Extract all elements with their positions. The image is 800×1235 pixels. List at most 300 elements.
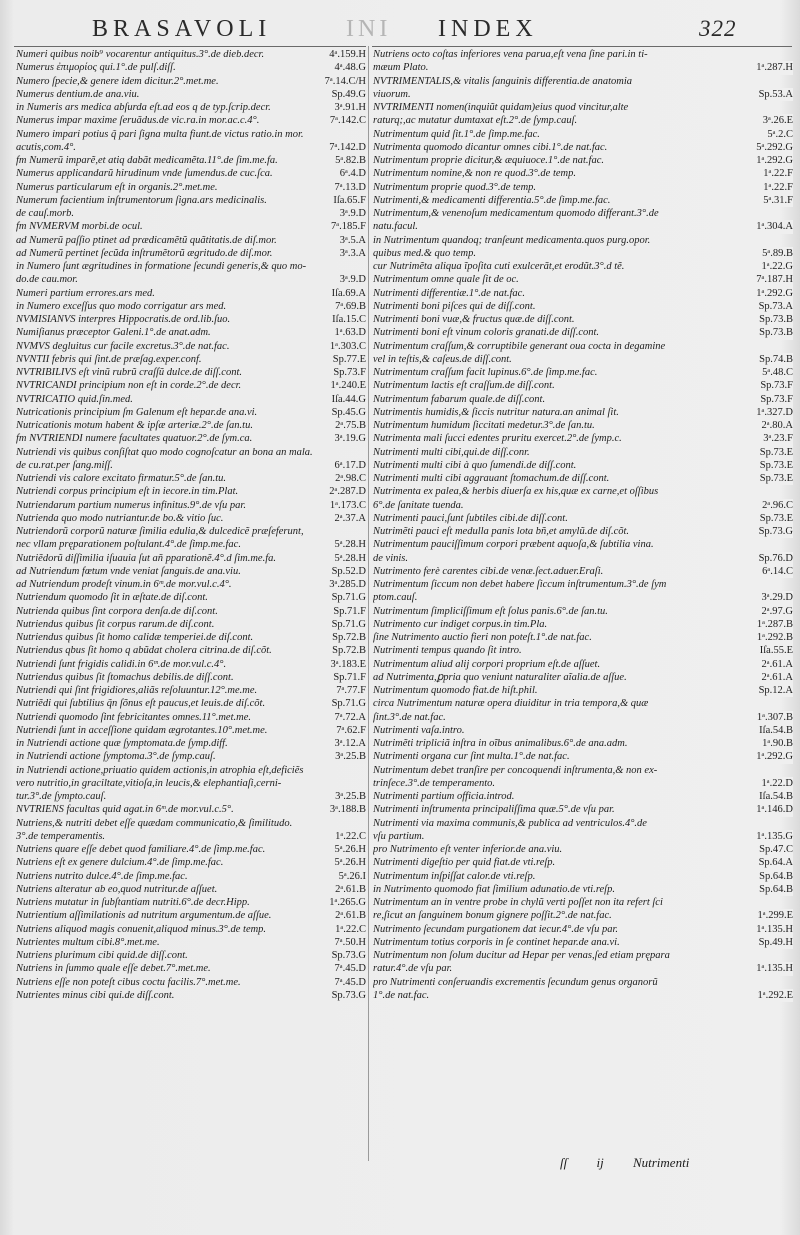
entry-reference: Sp.73.B [756, 313, 793, 326]
index-entry [373, 843, 793, 856]
entry-text: in Numeris ars medica abſurda eſt.ad eos q de typ.ſcrip.decr. [16, 102, 271, 113]
entry-text: Nutrimentum non ſolum ducitur ad Hepar per venas,ſed etiam pręparа [373, 950, 670, 961]
entry-text: Nutrimenti vaſa.intro. [373, 724, 465, 736]
entry-text: vſu partium. [373, 830, 425, 842]
entry-text: Nutricationis principium ſm Galenum eſt hepar.de ana.vi. [16, 406, 258, 418]
entry-text: Nutrimenti boni vuæ,& fructus quæ.de diſſ.cont. [373, 314, 575, 325]
index-entry [16, 459, 366, 472]
entry-text: Nutrimenti organa cur ſint multa.1°.de nat.fac. [373, 751, 570, 763]
entry-reference: 4ᵃ.48.G [332, 61, 366, 74]
entry-reference: 2ᵃ.61.A [759, 671, 793, 684]
index-entry [373, 764, 793, 777]
index-entry [16, 247, 366, 260]
index-entry [16, 393, 366, 406]
entry-text: Nutrimẽti pauci eſt medulla panis lota bñ,et amylũ.de diſ.cõt. [373, 526, 630, 537]
entry-text: Numiſianus præceptor Galeni.1°.de anat.adm. [16, 327, 211, 339]
entry-reference: 2ᵃ.80.A [759, 419, 793, 432]
index-entry [373, 446, 793, 459]
entry-text: Nutriẽdorũ diſſimilia iſuauia ſut añ pparationẽ.4°.d ſim.me.fa. [16, 552, 276, 564]
entry-text: in Nutrimentum quandoq; tranſeunt medicamenta.quos purg.opor. [373, 234, 651, 246]
entry-reference: Sp.71.G [329, 618, 366, 631]
index-entry [373, 909, 793, 922]
entry-text: Nutriens alteratur ab eo,quod nutritur.de aſſuet. [16, 883, 218, 895]
index-entry [373, 962, 793, 975]
entry-text: NVMISIANVS interpres Hippocratis.de ord.lib.ſuo. [16, 314, 231, 325]
entry-reference: 5ᵃ.292.G [753, 141, 793, 154]
entry-text: Nutrimenta ex palea,& herbis diuerſa ex his,quæ ex carne,et oſſibus [373, 486, 659, 498]
index-entry [16, 181, 366, 194]
entry-reference: 3ᵃ.26.E [760, 114, 793, 127]
index-entry [16, 711, 366, 724]
index-entry [16, 48, 366, 61]
entry-reference: 1ᵃ.22.C [332, 830, 366, 843]
index-entry [373, 578, 793, 591]
entry-text: NVTRIMENTI nomen(inquiũt quidam)eius quod vincitur,alte [373, 102, 629, 113]
entry-text: Nutrimentum debet tranſire per concoquendi inſtrumenta,& non ex- [373, 764, 658, 776]
entry-text: Nutrimentis humidis,& ſiccis nutritur natura.an animal ſit. [373, 406, 619, 418]
entry-text: circa Nutrimentum naturæ opera diuiditur in tria tempora,& quæ [373, 698, 649, 710]
entry-reference: Sp.73.E [757, 459, 793, 472]
index-entry [373, 75, 793, 88]
entry-text: ad Nutrimenta,ꝑpria quo veniunt naturaliter aĩalia.de aſſue. [373, 671, 627, 683]
index-entry [16, 512, 366, 525]
entry-reference: 6ᵃ.4.D [337, 167, 366, 180]
index-entry [16, 618, 366, 631]
index-entry [16, 565, 366, 578]
entry-text: fm NVMERVM morbi.de ocul. [16, 221, 143, 233]
entry-reference: 2ᵃ.75.B [332, 419, 366, 432]
index-entry [373, 141, 793, 154]
entry-text: 3°.de temperamentis. [16, 830, 106, 842]
entry-reference: 7ᵃ.14.C/H [322, 75, 366, 88]
entry-reference: 5ᵃ.26.H [332, 843, 366, 856]
entry-text: Nutriens mutatur in ſubſtantiam nutriti.6°.de decr.Hipp. [16, 897, 250, 908]
index-entry [373, 88, 793, 101]
index-entry [373, 803, 793, 816]
index-entry [16, 499, 366, 512]
running-head-author: BRASAVOLI [92, 16, 272, 42]
entry-text: Nutrimenti inſtrumenta principaliſſima quæ.5°.de vſu par. [373, 804, 615, 816]
entry-text: Nutriens eſſe non poteſt cibus coctu facilis.7°.met.me. [16, 976, 241, 988]
index-entry [373, 817, 793, 830]
index-entry [16, 989, 366, 1002]
index-entry [373, 247, 793, 260]
entry-text: Numerus ἐπιμορίος qui.1°.de pulſ.diſſ. [16, 62, 176, 74]
entry-text: in Nutrimento quomodo fiat ſimilium adunatio.de vti.reſp. [373, 883, 615, 895]
entry-reference: 1ᵃ.22.C [332, 923, 366, 936]
entry-text: vel in teſtis,& caſeus.de diſſ.cont. [373, 353, 512, 365]
entry-text: Nutrimento cur indiget corpus.in tim.Pla. [373, 618, 548, 630]
entry-reference: Sp.71.F [330, 671, 366, 684]
bleed-through-text: INI [346, 16, 392, 42]
entry-text: Nutriendorũ corporũ naturæ ſimilia edulia,& dulcedicẽ præſeferunt, [16, 526, 304, 537]
entry-reference: Sp.73.G [329, 989, 366, 1002]
index-entry [16, 260, 366, 273]
index-entry [16, 525, 366, 538]
entry-reference: 5ᵃ.2.C [764, 128, 793, 141]
entry-reference: 1ᵃ.90.B [759, 737, 793, 750]
index-entry [373, 61, 793, 74]
index-entry [373, 936, 793, 949]
entry-reference: Sp.73.F [757, 393, 793, 406]
entry-text: Nutrimenti,& medicamenti differentia.5°.de ſimp.me.fac. [373, 194, 611, 206]
entry-reference: Sp.45.G [329, 406, 366, 419]
entry-text: trinſece.3°.de temperamento. [373, 777, 495, 789]
index-entry [16, 552, 366, 565]
index-entry [373, 552, 793, 565]
entry-reference: Sp.73.G [329, 949, 366, 962]
index-entry [16, 538, 366, 551]
entry-reference: 2ᵃ.287.D [326, 485, 366, 498]
index-entry [373, 181, 793, 194]
page-number: 322 [699, 16, 737, 41]
entry-reference: 7ᵃ.72.A [332, 711, 366, 724]
entry-text: Nutriendi ſunt in acceſſione quidam ægrotantes.10°.met.me. [16, 724, 268, 736]
index-entry [373, 234, 793, 247]
index-entry [16, 697, 366, 710]
index-entry [16, 61, 366, 74]
index-entry [16, 631, 366, 644]
entry-reference: Sp.52.D [329, 565, 366, 578]
entry-text: Nutrimentum lactis eſt craſſum.de diſſ.cont. [373, 380, 555, 392]
index-entry [373, 976, 793, 989]
catchword: Nutrimenti [632, 1155, 690, 1170]
index-entry [16, 777, 366, 790]
index-entry [16, 923, 366, 936]
entry-text: de cauſ.morb. [16, 208, 75, 219]
entry-reference: 7ᵃ.69.B [332, 300, 366, 313]
entry-text: Nutrimenti multi cibi,qui.de diſſ.conr. [373, 446, 530, 458]
index-entry [373, 353, 793, 366]
entry-text: Nutrimenti boni piſces qui de diſſ.cont. [373, 300, 536, 312]
entry-reference: Sp.47.C [756, 843, 793, 856]
entry-reference: Sp.71.G [329, 697, 366, 710]
index-entry [373, 300, 793, 313]
entry-text: ſine Nutrimento auctio fieri non poteſt.1°.de nat.fac. [373, 632, 592, 643]
entry-text: Nutriendi ſunt frigidis calidi.in 6ᵐ.de mor.vul.c.4°. [16, 658, 227, 670]
entry-text: Nutrimenti tempus quando ſit intro. [373, 645, 522, 657]
entry-reference: 1ᵃ.135.H [753, 923, 793, 936]
index-entry [373, 313, 793, 326]
index-entry [16, 870, 366, 883]
index-entry [373, 154, 793, 167]
index-entry [16, 194, 366, 207]
signature-mark: ſſ [560, 1155, 568, 1170]
index-column-left [16, 48, 366, 1002]
entry-text: Nutriendus quibus ſit ſtomachus debilis.de diſſ.cont. [16, 671, 234, 683]
entry-text: ad Nutriendum prodeſt vinum.in 6ᵐ.de mor.vul.c.4°. [16, 579, 232, 590]
index-entry [16, 737, 366, 750]
entry-reference: 1ᵃ.287.B [754, 618, 793, 631]
index-entry [16, 220, 366, 233]
index-entry [16, 803, 366, 816]
entry-text: Nutrimẽti tripliciã inſtra in oĩbus animalibus.6°.de ana.adm. [373, 738, 628, 749]
entry-text: Nutrimenti via maxima communis,& publica ad ventriculos.4°.de [373, 817, 647, 829]
entry-text: Nutrimentum nomine,& non re quod.3°.de temp. [373, 168, 576, 180]
index-entry [16, 366, 366, 379]
index-entry [16, 234, 366, 247]
entry-reference: 1ᵃ.287.H [753, 61, 793, 74]
entry-text: ad Nutriendum fœtum vnde veniat ſanguis.de ana.viu. [16, 565, 241, 577]
index-entry [16, 644, 366, 657]
entry-reference: Sp.64.B [756, 883, 793, 896]
index-entry [16, 658, 366, 671]
entry-reference: Iſa.69.A [329, 287, 366, 300]
entry-text: Nutriens,& nutriti debet eſſe quædam communicatio,& ſimilitudo. [16, 817, 293, 829]
index-entry [16, 485, 366, 498]
index-entry [373, 287, 793, 300]
entry-reference: 6ᵃ.17.D [332, 459, 366, 472]
entry-text: Nutrientes minus cibi qui.de diſſ.cont. [16, 989, 175, 1001]
entry-text: Nutrimentum ſiccum non debet habere ſiccum inſtrumentum.3°.de ſym [373, 579, 667, 590]
index-entry [373, 128, 793, 141]
index-entry [16, 578, 366, 591]
index-entry [373, 499, 793, 512]
entry-text: Nutriendi qui ſint frigidiores,aliãs reſoluuntur.12°.me.me. [16, 685, 258, 696]
entry-text: Nutrimenti differentiæ.1°.de nat.fac. [373, 287, 525, 299]
entry-reference: Sp.71.G [329, 591, 366, 604]
entry-text: in Nutriendi actione ſymptoma.3°.de ſymp.cauſ. [16, 751, 216, 763]
index-column-right [373, 48, 793, 1002]
entry-text: Nutrimenti multi cibi aggrauant ſtomachum.de diſſ.cont. [373, 473, 610, 484]
entry-text: Nutrimentum,& venenoſum medicamentum quomodo differant.3°.de [373, 208, 659, 219]
index-entry [373, 326, 793, 339]
entry-reference: Sp.72.B [329, 631, 366, 644]
index-entry [373, 419, 793, 432]
entry-reference: 1ᵃ.22.F [760, 181, 793, 194]
entry-reference: 1ᵃ.135.G [753, 830, 793, 843]
entry-text: Nutricationis motum habent & ipſæ arteriæ.2°.de ſan.tu. [16, 420, 253, 431]
signature-leaf: ij [596, 1155, 604, 1170]
entry-reference: 3ᵃ.9.D [337, 273, 366, 286]
entry-reference: 1ᵃ.63.D [332, 326, 366, 339]
entry-text: Nutrimentum aliud alij corpori proprium eſt.de aſſuet. [373, 658, 601, 670]
index-entry [373, 790, 793, 803]
entry-reference: Sp.73.G [756, 525, 793, 538]
entry-text: raturq;,ac mutatur dumtaxat eſt.2°.de ſymp.cauſ. [373, 115, 578, 127]
entry-text: Nutrimentum craſſum facit lupinus.6°.de ſimp.me.fac. [373, 367, 598, 378]
entry-reference: 7ᵃ.50.H [332, 936, 366, 949]
entry-reference: 1ᵃ.292.E [754, 989, 793, 1002]
entry-reference: Sp.71.F [330, 605, 366, 618]
entry-text: Nutrimentum fabarum quale.de diſſ.cont. [373, 393, 546, 405]
entry-reference: Sp.77.E [330, 353, 366, 366]
entry-reference: 2ᵃ.98.C [332, 472, 366, 485]
entry-text: Nutriendus quibus ſit homo calidæ temperiei.de diſ.cont. [16, 632, 254, 643]
entry-text: Nutriendarum partium numerus infinitus.9°.de vſu par. [16, 499, 246, 511]
index-entry [16, 817, 366, 830]
entry-reference: 7ᵃ.142.D [326, 141, 366, 154]
index-entry [373, 472, 793, 485]
entry-reference: Sp.72.B [329, 644, 366, 657]
index-entry [16, 605, 366, 618]
entry-reference: 5ᵃ.31.F [760, 194, 793, 207]
entry-reference: 1ᵃ.22.D [759, 777, 793, 790]
index-entry [373, 525, 793, 538]
entry-text: Numerus dentium.de ana.viu. [16, 88, 140, 100]
index-entry [373, 485, 793, 498]
index-entry [373, 591, 793, 604]
entry-reference: Iſa.54.B [756, 724, 793, 737]
index-entry [373, 393, 793, 406]
entry-reference: 1ᵃ.327.D [753, 406, 793, 419]
entry-reference: Sp.73.E [757, 512, 793, 525]
entry-text: pro Nutrimenti conſeruandis excrementis ſecundum genus organorũ [373, 976, 658, 988]
index-entry [16, 830, 366, 843]
entry-text: Nutriendum quomodo ſit in æſtate.de diſ.cont. [16, 592, 208, 604]
entry-reference: Sp.73.E [757, 472, 793, 485]
entry-reference: 3ᵃ.188.B [327, 803, 366, 816]
index-entry [16, 790, 366, 803]
index-entry [373, 830, 793, 843]
index-entry [373, 194, 793, 207]
header-rule-right [372, 46, 792, 47]
entry-text: Nutrimentum an in ventre probe in chylũ verti poſſet non ita refert ſci [373, 897, 663, 908]
entry-text: Nutriens in ſummo quale eſſe debet.7°.met.me. [16, 963, 211, 975]
index-entry [16, 684, 366, 697]
entry-reference: 7ᵃ.62.F [333, 724, 366, 737]
entry-text: Numeri partium errores.ars med. [16, 287, 155, 299]
entry-reference: 1ᵃ.265.G [326, 896, 366, 909]
index-entry [373, 379, 793, 392]
entry-text: de vinis. [373, 552, 408, 564]
index-entry [16, 340, 366, 353]
index-entry [373, 724, 793, 737]
index-entry [373, 684, 793, 697]
entry-reference: 3ᵃ.183.E [327, 658, 366, 671]
entry-reference: 5ᵃ.26.I [336, 870, 366, 883]
entry-reference: Iſa.54.B [756, 790, 793, 803]
index-entry [373, 883, 793, 896]
entry-text: Nutriendus qbus ſit homo q abũdat cholera citrina.de diſ.cõt. [16, 645, 272, 657]
entry-reference: 1ᵃ.292.B [754, 631, 793, 644]
entry-text: Nutriendi corpus principium eſt in iecore.in tim.Plat. [16, 486, 239, 498]
index-entry [373, 565, 793, 578]
entry-reference: Sp.53.A [756, 88, 793, 101]
index-entry [373, 870, 793, 883]
entry-text: Nutriendus quibus ſit corpus rarum.de diſ.cont. [16, 618, 215, 630]
entry-text: Nutrimentum proprie quod.3°.de temp. [373, 181, 537, 193]
entry-text: 1°.de nat.fac. [373, 989, 430, 1001]
entry-reference: 5ᵃ.82.B [332, 154, 366, 167]
entry-text: Numerum facientium inſtrumentorum ſigna.ars medicinalis. [16, 194, 267, 206]
entry-reference: 3ᵃ.5.A [337, 234, 366, 247]
index-entry [373, 631, 793, 644]
entry-text: tur.3°.de ſympto.cauſ. [16, 791, 107, 802]
entry-text: NVTRICANDI principium non eſt in corde.2°.de decr. [16, 380, 242, 392]
index-entry [373, 48, 793, 61]
entry-reference: Sp.76.D [756, 552, 793, 565]
entry-text: nec vllam pręparationem poſtulant.4°.de ſimp.me.fac. [16, 539, 241, 551]
index-entry [373, 459, 793, 472]
entry-text: 6°.de ſanitate tuenda. [373, 499, 464, 511]
entry-text: Nutrimenta quomodo dicantur omnes cibi.1°.de nat.fac. [373, 141, 608, 153]
entry-text: pro Nutrimento eſt venter inferior.de ana.viu. [373, 844, 563, 855]
entry-text: mæum Plato. [373, 62, 429, 74]
entry-reference: 1ᵃ.307.B [754, 711, 793, 724]
entry-reference: 3ᵃ.3.A [337, 247, 366, 260]
entry-text: quibus med.& quo temp. [373, 247, 476, 259]
entry-reference: Iſa.44.G [329, 393, 366, 406]
entry-text: re,ſicut an ſanguinem bonum gignere poſſit.2°.de nat.fac. [373, 910, 612, 922]
entry-text: Nutrimentum quomodo fiat.de hiſt.phil. [373, 685, 538, 696]
entry-text: Nutrimentum craſſum,& corruptibile generant oua cocta in degamine [373, 340, 666, 352]
index-entry [16, 976, 366, 989]
entry-text: Nutrimenti boni eſt vinum coloris granati.de diſſ.cont. [373, 327, 600, 339]
entry-reference: Sp.74.B [756, 353, 793, 366]
index-entry [16, 856, 366, 869]
entry-reference: Sp.73.F [330, 366, 366, 379]
entry-text: NVMVS degluitus cur facile excretus.3°.de nat.fac. [16, 340, 230, 352]
entry-text: in Nutriendi actione quæ ſymptomata.de ſymp.diff. [16, 738, 228, 749]
index-entry [373, 989, 793, 1002]
index-entry [16, 154, 366, 167]
entry-reference: 5ᵃ.26.H [332, 856, 366, 869]
entry-reference: 2ᵃ.61.B [332, 909, 366, 922]
entry-reference: 2ᵃ.96.C [759, 499, 793, 512]
index-entry [16, 750, 366, 763]
entry-reference: 3ᵃ.12.A [332, 737, 366, 750]
index-entry [373, 432, 793, 445]
index-entry [16, 949, 366, 962]
entry-reference: 5ᵃ.89.B [759, 247, 793, 260]
entry-reference: Sp.12.A [756, 684, 793, 697]
index-entry [373, 896, 793, 909]
index-entry [16, 432, 366, 445]
entry-text: do.de cau.mor. [16, 274, 78, 286]
entry-text: Nutriens eſt ex genere dulcium.4°.de ſimp.me.fac. [16, 857, 224, 869]
entry-text: Nutriens octo coſtas inferiores vena parua,eſt vena ſine pari.in ti- [373, 49, 648, 60]
index-entry [373, 856, 793, 869]
index-entry [373, 273, 793, 286]
entry-reference: 7ᵃ.45.D [332, 962, 366, 975]
entry-text: ad Numerũ pertinet ſecũda inſtrumẽtorũ ægritudo.de diſ.mor. [16, 247, 273, 259]
entry-text: in Nutriendi actione,priuatio quidem actionis,in atrophia eſt,deficiẽs [16, 764, 304, 776]
index-entry [373, 512, 793, 525]
index-entry [373, 605, 793, 618]
column-divider [368, 46, 369, 1161]
index-entry [373, 923, 793, 936]
entry-reference: Sp.64.A [756, 856, 793, 869]
entry-reference: Sp.49.G [329, 88, 366, 101]
index-entry [16, 764, 366, 777]
entry-text: in Numero exceſſus quo modo corrigatur ars med. [16, 300, 227, 312]
entry-text: Numero ſpecie,& genere idem dicitur.2°.met.me. [16, 75, 219, 87]
index-entry [16, 671, 366, 684]
entry-text: acutis,com.4°. [16, 141, 76, 153]
entry-text: Nutriens quare eſſe debet quod familiare.4°.de ſimp.me.fac. [16, 844, 266, 855]
index-entry [373, 949, 793, 962]
entry-text: Numerus applicandarũ hirudinum vnde ſumendus.de cuc.ſca. [16, 168, 273, 180]
entry-reference: 3ᵃ.25.B [332, 790, 366, 803]
entry-reference: 7ᵃ.142.C [327, 114, 366, 127]
entry-text: Nutrientes multum cibi.8°.met.me. [16, 936, 160, 948]
index-entry [16, 472, 366, 485]
index-entry [16, 591, 366, 604]
index-entry [373, 114, 793, 127]
entry-reference: 2ᵃ.97.G [759, 605, 793, 618]
index-entry [373, 366, 793, 379]
entry-text: Nutriendi vis quibus conſiſtat quo modo cognoſcatur an bona an mala. [16, 446, 313, 458]
index-entry [373, 671, 793, 684]
entry-text: ſint.3°.de nat.fac. [373, 711, 446, 723]
entry-text: Nutriens aliquod magis conuenit,aliquod minus.3°.de temp. [16, 923, 267, 935]
entry-text: Nutrimenti multi cibi à quo ſumendi.de diſſ.cont. [373, 459, 577, 471]
index-entry [373, 101, 793, 114]
entry-text: NVTRICATIO quid.ſin.med. [16, 393, 133, 405]
entry-reference: 1ᵃ.146.D [753, 803, 793, 816]
entry-text: Nutrimentum humidum ſiccitati medetur.3°.de ſan.tu. [373, 420, 595, 431]
